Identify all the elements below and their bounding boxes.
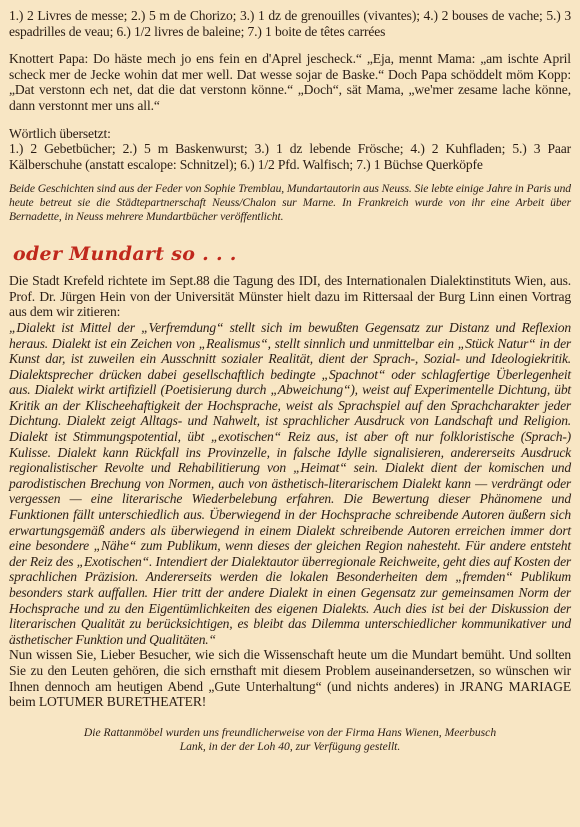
translated-list: 1.) 2 Gebetbücher; 2.) 5 m Baskenwurst; 3.) 1 dz lebende Frösche; 4.) 2 Kuhfladen; 5.) 3 Paar Kälberschuhe (anstatt escalope: Schnitzel); 6.) 1/2 Pfd. Walfisch; 7.) 1 Büchse Querköpfe [9, 141, 571, 172]
sponsor-note: Die Rattanmöbel wurden uns freundlicherweise von der Firma Hans Wienen, Meerbusch Lank, in der der Loh 40, zur Verfügung gestellt. [83, 725, 497, 753]
intro-paragraph: Die Stadt Krefeld richtete im Sept.88 die Tagung des IDI, des Internationalen Dialektinstituts Wien, aus. Prof. Dr. Jürgen Hein von der Universität Münster hielt dazu im Rittersaal der Burg Linn einen Vortrag aus dem wir zitieren: [9, 273, 571, 320]
translation-label: Wörtlich übersetzt: [9, 125, 111, 141]
lecture-quote: „Dialekt ist Mittel der „Verfremdung“ stellt sich im bewußten Gegensatz zur Distanz und Reflexion heraus. Dialekt ist ein Zeichen von „Realismus“, stellt sinnlich und unmittelbar ein „Stück Natur“ in der Kunst dar, ist zuweilen ein Ausschnitt sozialer Realität, dient der Sprach-, Sozial- und Ideologiekritik. Dialektsprecher drücken dabei gesellschaftlich bedingte „Spachnot“ oder schlagfertige Überlegenheit aus. Dialekt wirkt artifiziell (Poetisierung durch „Abweichung“), weist auf Experimentelle Dichtung, übt Kritik an der Klischeehaftigkeit der Hochsprache, weist als Sprachspiel auf den Sprachcharakter jeder Dichtung. Dialekt zeigt Alltags- und Nahwelt, ist sprachlicher Ausdruck von Landschaft und Religion. Dialekt ist Stimmungspotential, übt „exotischen“ Reiz aus, ist aber oft nur folkloristische (Sprach-) Kulisse. Dialekt kann Rückfall ins Provinzelle, in falsche Idylle signalisieren, andererseits Ausdruck regionalistischer Revolte und Rehabilitierung von „Heimat“ sein. Dialekt dient der komischen und parodistischen Brechung von Normen, auch von ästhetisch-literarischem Dialekt kann — verdrängt oder vergessen — eine literarische Wiederbelebung erfahren. Die Bewertung dieser Phänomene und Funktionen fällt unterschiedlich aus. Überwiegend in der Hochsprache schreibende Autoren äußern sich erwartungsgemäß anders als überwiegend in einem Dialekt schreibende Autoren erreichen immer dort eine besondere „Nähe“ zum Publikum, wenn dieses der gleichen Region nahesteht. Für andere entsteht der Reiz des „Exotischen“. Intendiert der Dialektautor überregionale Reichweite, geht dies auf Kosten der sprachlichen Präzision. Andererseits werden die lokalen Besonderheiten dem „fremden“ Publikum besonders stark auffallen. Hier tritt der andere Dialekt in einen Gegensatz zur gemeinsamen Norm der Hochsprache und zu den Eigentümlichkeiten des eigenen Dialekts. Auch dies ist bei der Diskussion der literarischen Qualität zu berücksichtigen, es bleibt das Dilemma unterschiedlicher kommunikativer und ästhetischer Funktion und Qualitäten.“ [9, 319, 571, 647]
dialect-story: Knottert Papa: Do häste mech jo ens fein en d'Aprel jescheck.“ „Eja, mennt Mama: „am ischte April scheck mer de Jecke wohin dat mer well. Dat wesse sojar de Baske.“ Doch Papa schöddelt möm Kopp: „Dat verstonn ech net, dat die dat verstonn könne.“ „Doch“, sät Mama, „we'mer zesame lache könne, dann verstonnt mer uns all.“ [9, 51, 571, 113]
section-heading: oder Mundart so . . . [13, 243, 237, 266]
french-shopping-list: 1.) 2 Livres de messe; 2.) 5 m de Chorizo; 3.) 1 dz de grenouilles (vivantes); 4.) 2 bouses de vache; 5.) 3 espadrilles de veau; 6.) 1/2 livres de baleine; 7.) 1 boite de têtes carrées [9, 8, 571, 39]
closing-paragraph: Nun wissen Sie, Lieber Besucher, wie sich die Wissenschaft heute um die Mundart bemüht. Und sollten Sie zu den Leuten gehören, die sich ernsthaft mit diesem Problem auseinandersetzen, so wünschen wir Ihnen dennoch am heutigen Abend „Gute Unterhaltung“ (und nichts anderes) in JRANG MARIAGE beim LOTUMER BURETHEATER! [9, 647, 571, 710]
author-credit: Beide Geschichten sind aus der Feder von Sophie Tremblau, Mundartautorin aus Neuss. Sie lebte einige Jahre in Paris und heute betreut sie die Städtepartnerschaft Neuss/Chalon sur Marne. In Frankreich wurde von ihr eine Arbeit über Bernadette, in Neuss mehrere Mundartbücher veröffentlicht. [9, 182, 571, 223]
